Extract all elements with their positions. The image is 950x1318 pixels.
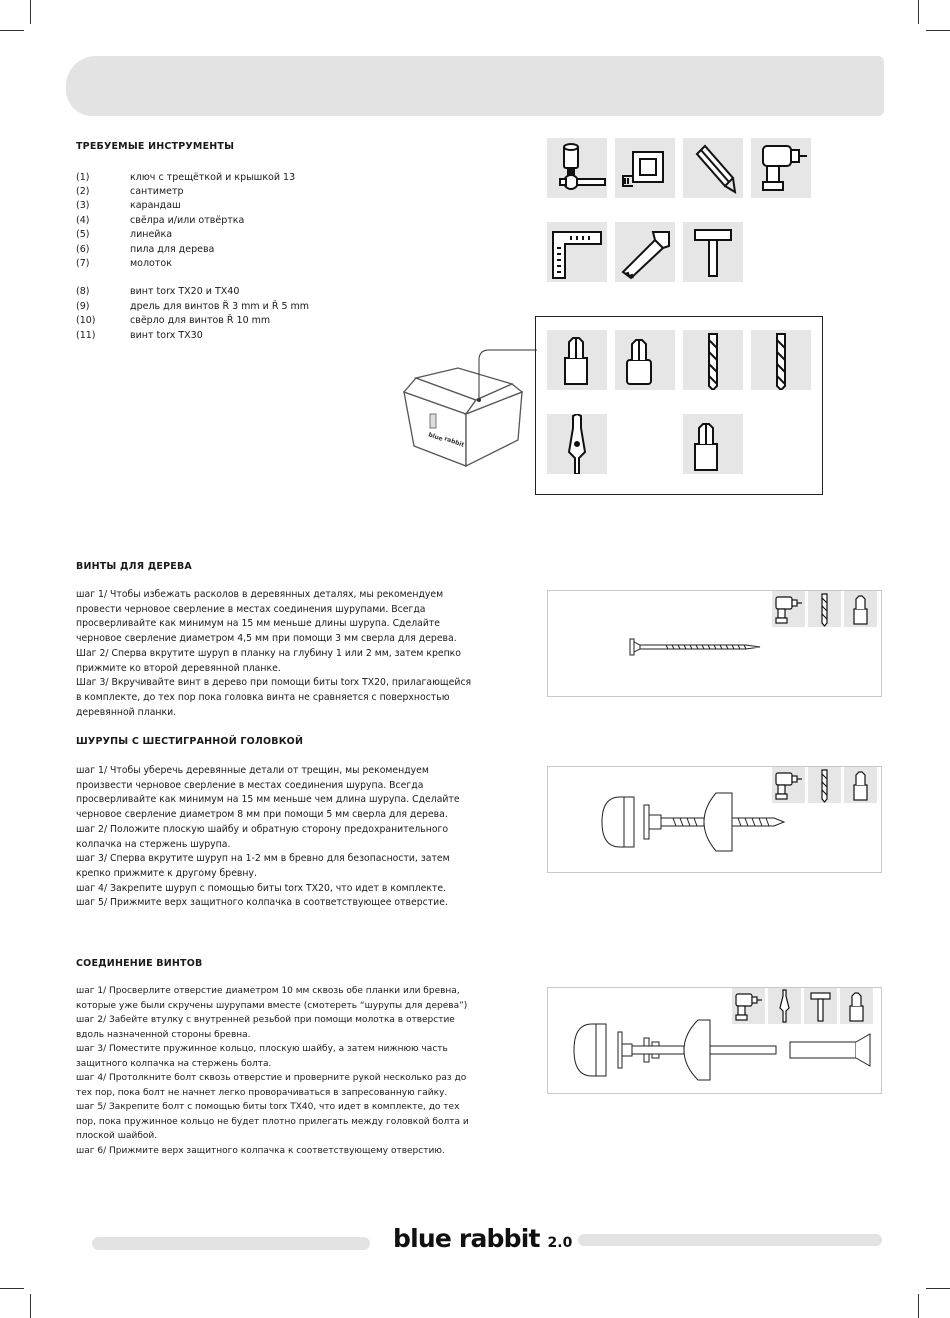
torx-bit-icon	[615, 330, 675, 390]
wood-screws-title: ВИНТЫ ДЛЯ ДЕРЕВА	[76, 561, 192, 572]
header-banner	[66, 56, 884, 116]
crop-mark	[918, 1294, 919, 1318]
list-item: (2) сантиметр	[76, 186, 184, 198]
list-item: (11) винт torx TX30	[76, 329, 203, 341]
crop-mark	[0, 30, 24, 31]
list-item: (8) винт torx TX20 и TX40	[76, 286, 240, 298]
drill-icon	[751, 138, 811, 198]
tape-measure-icon	[615, 138, 675, 198]
drill-bit-icon	[751, 330, 811, 390]
footer-bar-left	[92, 1237, 370, 1250]
wood-screws-text: шаг 1/ Чтобы избежать расколов в деревянных деталях, мы рекомендуем провести черновое сверление в местах соединения шурупами. Всегда просверливайте как минимум на 15 мм меньше длины шурупа. Сделайте черновое сверление диаметром 4,5 мм при помощи 3 мм сверла для дерева. Шаг 2/ Сперва вкрутите шуруп в планку на глубину 1 или 2 мм, затем крепко прижмите ко второй деревянной планке. Шаг 3/ Вкручивайте винт в дерево при помощи биты torx TX20, прилагающейся в комплекте, до тех пор пока головка винта не сравняется с поверхностью деревянной планки.	[76, 589, 472, 718]
ratchet-wrench-icon	[547, 138, 607, 198]
list-item: (3) карандаш	[76, 200, 181, 212]
bolt-joint-title: СОЕДИНЕНИЕ ВИНТОВ	[76, 958, 203, 969]
tools-title: ТРЕБУЕМЫЕ ИНСТРУМЕНТЫ	[76, 141, 235, 152]
ruler-square-icon	[547, 222, 607, 282]
hex-screw-diagram	[547, 766, 882, 873]
tools-list	[76, 170, 309, 342]
list-item: (6) пила для дерева	[76, 243, 215, 255]
wood-screw-icon	[626, 637, 766, 657]
drill-icon	[772, 591, 805, 627]
torx-bit-icon	[547, 330, 607, 390]
spade-bit-icon	[547, 414, 607, 474]
hex-screws-title: ШУРУПЫ С ШЕСТИГРАННОЙ ГОЛОВКОЙ	[76, 736, 304, 747]
drill-bit-icon	[808, 591, 841, 627]
bolt-joint-text: шаг 1/ Просверлите отверстие диаметром 10 мм сквозь обе планки или бревна, которые уже были скручены шурупами вместе (смотереть “шурупы для дерева”) шаг 2/ Забейте втулку с внутренней резьбой при помощи молотка в отверстие вдоль назначенной стороны бревна. шаг 3/ Поместите пружинное кольцо, плоскую шайбу, а затем нижнюю часть защитного колпачка на стержень болта. шаг 4/ Протолкните болт сквозь отверстие и проверните рукой несколько раз до тех пор, пока болт не начнет легко проворачиваться в запресованную гайку. шаг 5/ Закрепите болт с помощью биты torx TX40, что идет в комплекте, до тех пор, пока пружинное кольцо не будет плотно прилегать между головкой болта и плоской шайбой. шаг 6/ Прижмите верх защитного колпачка к соответствующему отверстию.	[76, 986, 469, 1156]
list-item: (10) свёрло для винтов Ř 10 mm	[76, 315, 271, 327]
torx-bit-icon	[844, 767, 877, 803]
footer-bar-right	[578, 1234, 882, 1246]
list-item: (5) линейка	[76, 229, 173, 241]
hex-screws-text: шаг 1/ Чтобы уберечь деревянные детали от трещин, мы рекомендуем произвести черновое сверление в местах соединения шурупа. Всегда просверливайте как минимум на 15 мм меньше чем длина шурупа. Сделайте черновое сверление диаметром 8 мм при помощи 5 мм сверла для дерева. шаг 2/ Положите плоскую шайбу и обратную сторону предохранительного колпачка на стержень шурупа. шаг 3/ Сперва вкрутите шуруп на 1-2 мм в бревно для безопасности, затем крепко прижмите к другому бревну. шаг 4/ Закрепите шуруп с помощью биты torx TX20, что идет в комплекте. шаг 5/ Прижмите верх защитного колпачка в соответствующее отверстие.	[76, 765, 460, 909]
bolt-joint-diagram	[547, 987, 882, 1094]
saw-icon	[615, 222, 675, 282]
crop-mark	[926, 30, 950, 31]
crop-mark	[926, 1288, 950, 1289]
svg-text:rabbit: rabbit	[443, 435, 466, 449]
torx-bit-icon	[844, 591, 877, 627]
svg-text:blue: blue	[427, 431, 444, 443]
pointer-line	[475, 345, 539, 405]
hammer-icon	[683, 222, 743, 282]
list-item: (4) свёлра и/или отвёртка	[76, 214, 245, 226]
drill-bit-icon	[808, 767, 841, 803]
wood-screw-diagram	[547, 590, 882, 697]
crop-mark	[30, 1294, 31, 1318]
crop-mark	[30, 0, 31, 24]
bolt-assembly-icon	[572, 1018, 878, 1084]
list-item: (1) ключ с трещёткой и крышкой 13	[76, 171, 296, 183]
list-item: (9) дрель для винтов Ř 3 mm и Ř 5 mm	[76, 300, 310, 312]
crop-mark	[0, 1288, 24, 1289]
brand-logo: blue rabbit 2.0	[393, 1224, 573, 1253]
torx-bit-icon	[683, 414, 743, 474]
list-item: (7) молоток	[76, 258, 172, 270]
drill-bit-icon	[683, 330, 743, 390]
crop-mark	[918, 0, 919, 24]
pencil-icon	[683, 138, 743, 198]
hex-screw-assembly-icon	[598, 787, 798, 857]
